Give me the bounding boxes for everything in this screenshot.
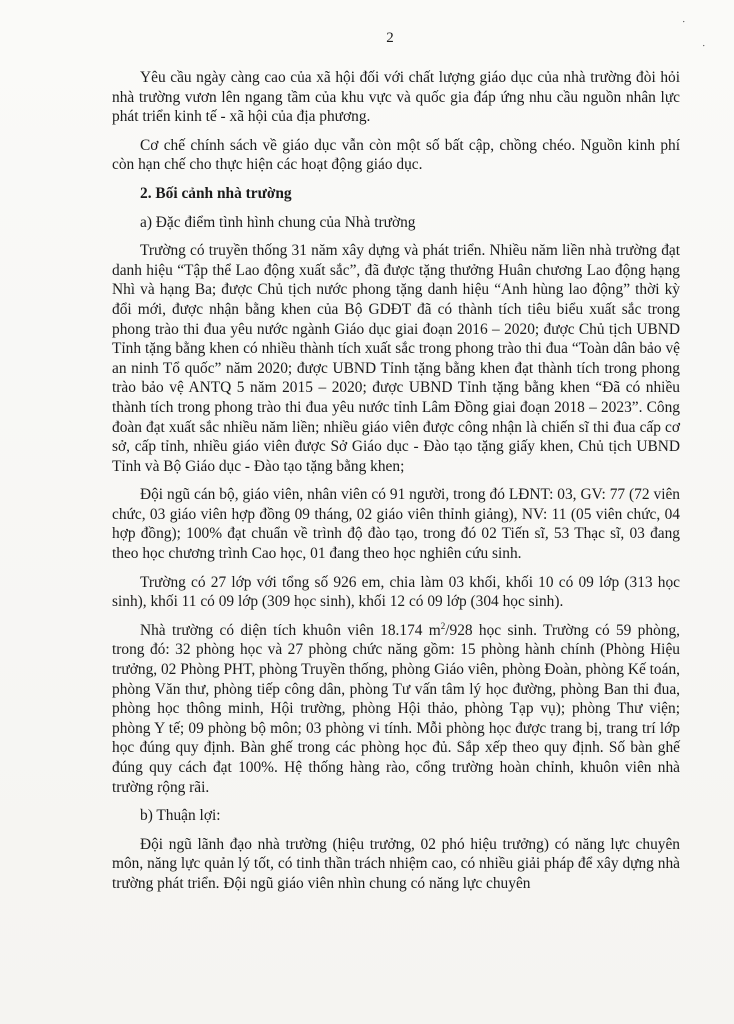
document-body [112,68,680,903]
paragraph-text: /928 học sinh. Trường có 59 phòng, trong đó: 32 phòng học và 27 phòng chức năng gồm: 15 phòng hành chính (Phòng Hiệu trưởng, 02 Phòng PHT, phòng Truyền thống, phòng Giáo viên, phòng Đoàn, phòng Kế toán, phòng Văn thư, phòng tiếp công dân, phòng Tư vấn tâm lý học đường, phòng Ban thi đua, phòng học thông minh, Hội trường, phòng Hội thảo, phòng Tạp vụ); phòng Thư viện; phòng Y tế; 09 phòng bộ môn; 03 phòng vi tính. Mỗi phòng học được trang bị, trang trí lớp học đúng quy định. Bàn ghế trong các phòng học đủ. Sắp xếp theo quy định. Số bàn ghế đúng quy cách đạt 100%. Hệ thống hàng rào, cổng trường hoàn chỉnh, khuôn viên nhà trường rộng rãi. [112,621,680,796]
paragraph: Đội ngũ cán bộ, giáo viên, nhân viên có 91 người, trong đó LĐNT: 03, GV: 77 (72 viên chức, 03 giáo viên hợp đồng 09 tháng, 02 giáo viên thỉnh giảng), NV: 11 (05 viên chức, 04 hợp đồng); 100% đạt chuẩn về trình độ đào tạo, trong đó 02 Tiến sĩ, 53 Thạc sĩ, 03 đang theo học chương trình Cao học, 01 đang theo học nghiên cứu sinh. [112,486,680,563]
paragraph: Trường có truyền thống 31 năm xây dựng và phát triển. Nhiều năm liền nhà trường đạt danh hiệu “Tập thể Lao động xuất sắc”, đã được tặng thưởng Huân chương Lao động hạng Nhì và hạng Ba; được Chủ tịch nước phong tặng danh hiệu “Anh hùng lao động” thời kỳ đổi mới, được nhận bằng khen của Bộ GDĐT đã có thành tích tiêu biểu xuất sắc trong phong trào thi đua yêu nước ngành Giáo dục giai đoạn 2016 – 2020; được Chủ tịch UBND Tỉnh tặng bằng khen có nhiều thành tích xuất sắc trong phong trào thi đua “Toàn dân bảo vệ an ninh Tổ quốc” năm 2020; được UBND Tỉnh tặng bằng khen đạt thành tích trong phong trào bảo vệ ANTQ 5 năm 2015 – 2020; được UBND Tỉnh tặng bằng khen “Đã có nhiều thành tích trong phong trào thi đua yêu nước tỉnh Lâm Đồng giai đoạn 2018 – 2023”. Công đoàn đạt xuất sắc nhiều năm liền; nhiều giáo viên được công nhận là chiến sĩ thi đua cấp cơ sở, cấp tỉnh, nhiều giáo viên được Sở Giáo dục - Đào tạo tặng giấy khen, Chủ tịch UBND Tỉnh và Bộ Giáo dục - Đào tạo tặng bằng khen; [112,242,680,475]
page-number: 2 [386,30,394,46]
subsection-heading: b) Thuận lợi: [140,807,221,825]
subsection-heading: a) Đặc điểm tình hình chung của Nhà trường [140,213,416,231]
section-heading: 2. Bối cảnh nhà trường [140,184,292,202]
scan-speck: ⋅ [702,41,706,52]
paragraph: Đội ngũ lãnh đạo nhà trường (hiệu trưởng, 02 phó hiệu trưởng) có năng lực chuyên môn, năng lực quản lý tốt, có tinh thần trách nhiệm cao, có nhiều giải pháp để xây dựng nhà trường phát triển. Đội ngũ giáo viên nhìn chung có năng lực chuyên [112,835,680,892]
superscript: 2 [440,620,446,631]
paragraph: Yêu cầu ngày càng cao của xã hội đối với chất lượng giáo dục của nhà trường đòi hỏi nhà trường vươn lên ngang tầm của khu vực và quốc gia đáp ứng nhu cầu nguồn nhân lực phát triển kinh tế - xã hội của địa phương. [112,69,680,126]
paragraph: Trường có 27 lớp với tổng số 926 em, chia làm 03 khối, khối 10 có 09 lớp (313 học sinh), khối 11 có 09 lớp (309 học sinh), khối 12 có 09 lớp (304 học sinh). [112,573,680,611]
paragraph [112,621,680,797]
paragraph: Cơ chế chính sách về giáo dục vẫn còn một số bất cập, chồng chéo. Nguồn kinh phí còn hạn chế cho thực hiện các hoạt động giáo dục. [112,136,680,174]
scan-speck: ⋅ [682,17,686,28]
paragraph-text: Nhà trường có diện tích khuôn viên 18.174 m [140,621,441,639]
